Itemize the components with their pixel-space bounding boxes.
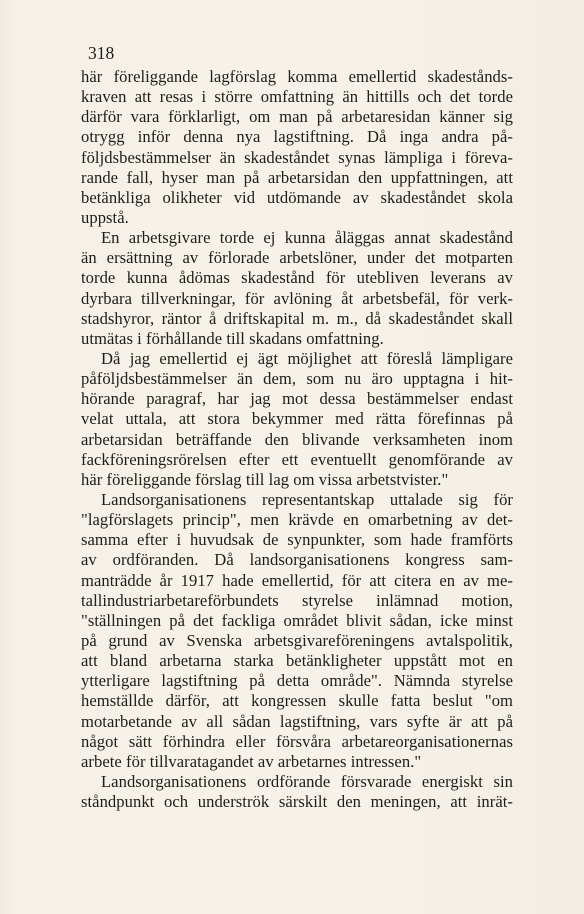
text-line: arbetarsidan beträffande den blivande verksamheten inom (81, 429, 513, 449)
text-line: ståndpunkt och underströk särskilt den meningen, att inrät- (81, 792, 513, 812)
text-line: tallindustriarbetareförbundets styrelse inlämnad motion, (81, 590, 513, 610)
text-line: utmätas i förhållande till skadans omfattning. (81, 328, 384, 348)
text-line: påföljdsbestämmelser än dem, som nu äro upptagna i hit- (81, 369, 513, 389)
text-line: stadshyror, räntor å driftskapital m. m., då skadeståndet skall (81, 308, 513, 328)
text-line: samma efter i huvudsak de synpunkter, som hade framförts (81, 530, 513, 550)
text-line: av ordföranden. Då landsorganisationens kongress sam- (81, 550, 513, 570)
text-line: motarbetande av all sådan lagstiftning, vars syfte är att på (81, 711, 513, 731)
text-line: hörande paragraf, har jag mot dessa bestämmelser endast (81, 389, 513, 409)
text-line: följdsbestämmelser än skadeståndet synas lämpliga i föreva- (81, 147, 513, 167)
text-line: ytterligare lagstiftning på detta område". Nämnda styrelse (81, 671, 513, 691)
text-line: Landsorganisationens ordförande försvarade energiskt sin (101, 771, 513, 791)
body-text (81, 67, 513, 812)
text-line: än ersättning av förlorade arbetslöner, under det motparten (81, 248, 513, 268)
text-line: manträdde år 1917 hade emellertid, för att citera en av me- (81, 570, 513, 590)
text-line: här föreliggande lagförslag komma emellertid skadestånds- (81, 67, 513, 86)
page-number: 318 (88, 43, 115, 63)
text-line: därför vara förklarligt, om man på arbetaresidan känner sig (81, 107, 513, 127)
text-line: något sätt förhindra eller försvåra arbetareorganisationernas (81, 731, 513, 751)
text-line: hemställde därför, att kongressen skulle fatta beslut "om (81, 691, 513, 711)
text-line: "lagförslagets princip", men krävde en omarbetning av det- (81, 510, 513, 530)
text-line: kraven att resas i större omfattning än hittills och det torde (81, 87, 513, 107)
text-line: här föreliggande förslag till lag om vissa arbetstvister." (81, 469, 449, 489)
text-line: torde kunna ådömas skadestånd för utebliven leverans av (81, 268, 513, 288)
text-line: Då jag emellertid ej ägt möjlighet att föreslå lämpligare (101, 348, 513, 368)
text-line: Landsorganisationens representantskap uttalade sig för (101, 489, 513, 509)
text-line: på grund av Svenska arbetsgivareföreningens avtalspolitik, (81, 630, 513, 650)
text-line: uppstå. (81, 207, 129, 227)
text-line: att bland arbetarna starka betänkligheter uppstått mot en (81, 651, 513, 671)
text-line: dyrbara tillverkningar, för avlöning åt arbetsbefäl, för verk- (81, 288, 513, 308)
text-line: betänkliga olikheter vid utdömande av skadeståndet skola (81, 187, 513, 207)
text-line: velat uttala, att stora bekymmer med rätta förefinnas på (81, 409, 513, 429)
text-line: fackföreningsrörelsen efter ett eventuellt genomförande av (81, 449, 513, 469)
text-line: "ställningen på det fackliga området blivit sådan, icke minst (81, 610, 513, 630)
text-line: En arbetsgivare torde ej kunna åläggas annat skadestånd (101, 228, 513, 248)
text-line: otrygg inför denna nya lagstiftning. Då inga andra på- (81, 127, 513, 147)
text-line: arbete för tillvaratagandet av arbetarnes intressen." (81, 751, 422, 771)
text-line: rande fall, hyser man på arbetarsidan den uppfattningen, att (81, 167, 513, 187)
